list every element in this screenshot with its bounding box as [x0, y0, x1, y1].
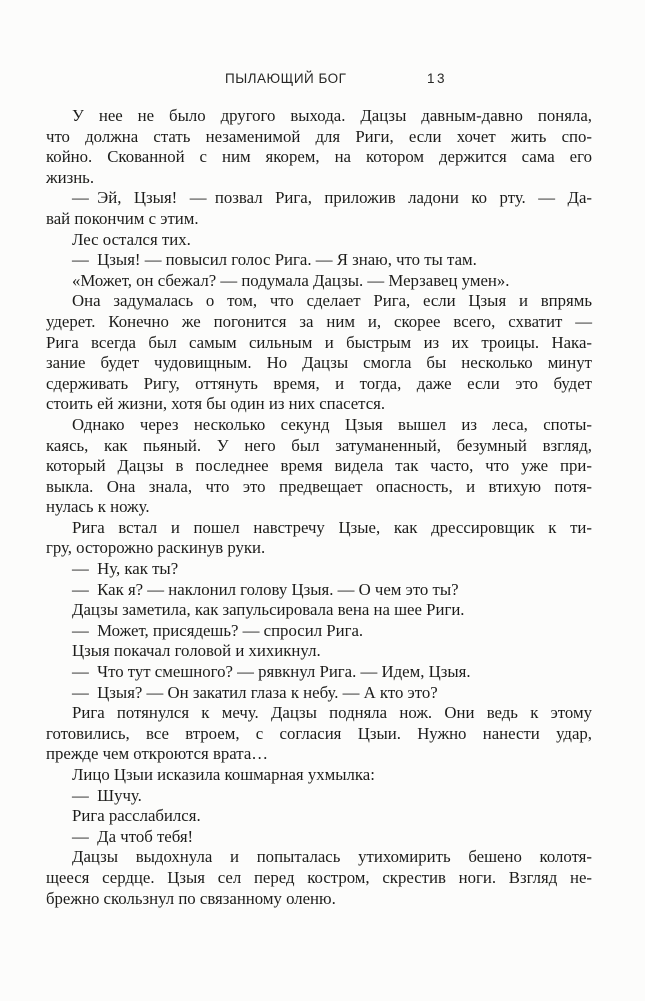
- text-line: Дацзы выдохнула и попыталась утихомирить бешено колотя-: [72, 847, 592, 867]
- text-line: Цзыя покачал головой и хихикнул.: [72, 641, 321, 661]
- text-line: прежде чем откроются врата…: [46, 744, 269, 764]
- running-head: [0, 71, 645, 89]
- text-line: — Что тут смешного? — рявкнул Рига. — Идем, Цзыя.: [72, 662, 471, 682]
- text-line: — Как я? — наклонил голову Цзыя. — О чем это ты?: [72, 579, 459, 599]
- paragraph: [46, 559, 592, 580]
- paragraph: [46, 662, 592, 683]
- page-number: 13: [427, 71, 448, 86]
- paragraph: [46, 641, 592, 662]
- text-line: Лицо Цзыи исказила кошмарная ухмылка:: [72, 765, 375, 784]
- text-line: жизнь.: [46, 167, 95, 187]
- paragraph: [46, 518, 592, 559]
- text-line: удерет. Конечно же погонится за ним и, скорее всего, схватит —: [46, 311, 592, 331]
- text-line: зание будет чудовищным. Но Дацзы смогла бы несколько минут: [46, 353, 592, 373]
- text-line: выкла. Она знала, что это предвещает опасность, и втихую потя-: [46, 476, 592, 496]
- text-line: койно. Скованной с ним якорем, на котором держится сама его: [46, 147, 592, 167]
- paragraph: [46, 271, 592, 292]
- text-line: У нее не было другого выхода. Дацзы давным-давно поняла,: [72, 106, 592, 125]
- paragraph: [46, 683, 592, 704]
- paragraph: [46, 250, 592, 271]
- text-line: сдерживать Ригу, оттянуть время, и тогда, даже если это будет: [46, 373, 592, 393]
- paragraph: [46, 230, 592, 251]
- text-line: Однако через несколько секунд Цзыя вышел из леса, споты-: [72, 414, 592, 434]
- paragraph: [46, 847, 592, 909]
- text-line: стоить ей жизни, хотя бы один из них спасется.: [46, 394, 386, 414]
- text-line: нулась к ножу.: [46, 497, 150, 517]
- text-line: что должна стать незаменимой для Риги, если хочет жить спо-: [46, 126, 592, 146]
- paragraph: [46, 703, 592, 765]
- text-line: — Цзыя? — Он закатил глаза к небу. — А кто это?: [72, 682, 438, 702]
- text-line: готовились, все втроем, с согласия Цзыи. Нужно нанести удар,: [46, 723, 592, 743]
- text-line: — Цзыя! — повысил голос Рига. — Я знаю, что ты там.: [72, 250, 477, 270]
- paragraph: [46, 786, 592, 807]
- paragraph: [46, 806, 592, 827]
- text-line: который Дацзы в последнее время видела так часто, что уже при-: [46, 456, 592, 476]
- paragraph: [46, 827, 592, 848]
- page-body: [46, 106, 592, 909]
- text-line: Рига всегда был самым сильным и быстрым из их троицы. Нака-: [46, 332, 592, 352]
- text-line: — Может, присядешь? — спросил Рига.: [72, 620, 364, 640]
- running-head-title: ПЫЛАЮЩИЙ БОГ: [225, 71, 347, 86]
- text-line: — Да чтоб тебя!: [72, 826, 194, 846]
- text-line: Рига встал и пошел навстречу Цзые, как дрессировщик к ти-: [72, 517, 592, 537]
- paragraph: [46, 765, 592, 786]
- text-line: Рига расслабился.: [72, 806, 201, 826]
- text-line: «Может, он сбежал? — подумала Дацзы. — Мерзавец умен».: [72, 270, 510, 290]
- paragraph: [46, 621, 592, 642]
- text-line: — Эй, Цзыя! — позвал Рига, приложив ладони ко рту. — Да-: [72, 188, 592, 208]
- paragraph: [46, 580, 592, 601]
- text-line: каясь, как пьяный. У него был затуманенный, безумный взгляд,: [46, 435, 592, 455]
- paragraph: [46, 106, 592, 188]
- text-line: — Шучу.: [72, 785, 142, 805]
- text-line: щееся сердце. Цзыя сел перед костром, скрестив ноги. Взгляд не-: [46, 867, 592, 887]
- text-line: Дацзы заметила, как запульсировала вена на шее Риги.: [72, 600, 465, 620]
- text-line: Рига потянулся к мечу. Дацзы подняла нож. Они ведь к этому: [72, 703, 592, 723]
- text-line: вай покончим с этим.: [46, 208, 199, 228]
- text-line: Она задумалась о том, что сделает Рига, если Цзыя и впрямь: [72, 291, 592, 311]
- paragraph: [46, 415, 592, 518]
- paragraph: [46, 600, 592, 621]
- text-line: гру, осторожно раскинув руки.: [46, 538, 266, 558]
- text-line: брежно скользнул по связанному оленю.: [46, 888, 336, 908]
- paragraph: [46, 188, 592, 229]
- paragraph: [46, 291, 592, 415]
- text-line: Лес остался тих.: [72, 229, 191, 249]
- text-line: — Ну, как ты?: [72, 559, 179, 579]
